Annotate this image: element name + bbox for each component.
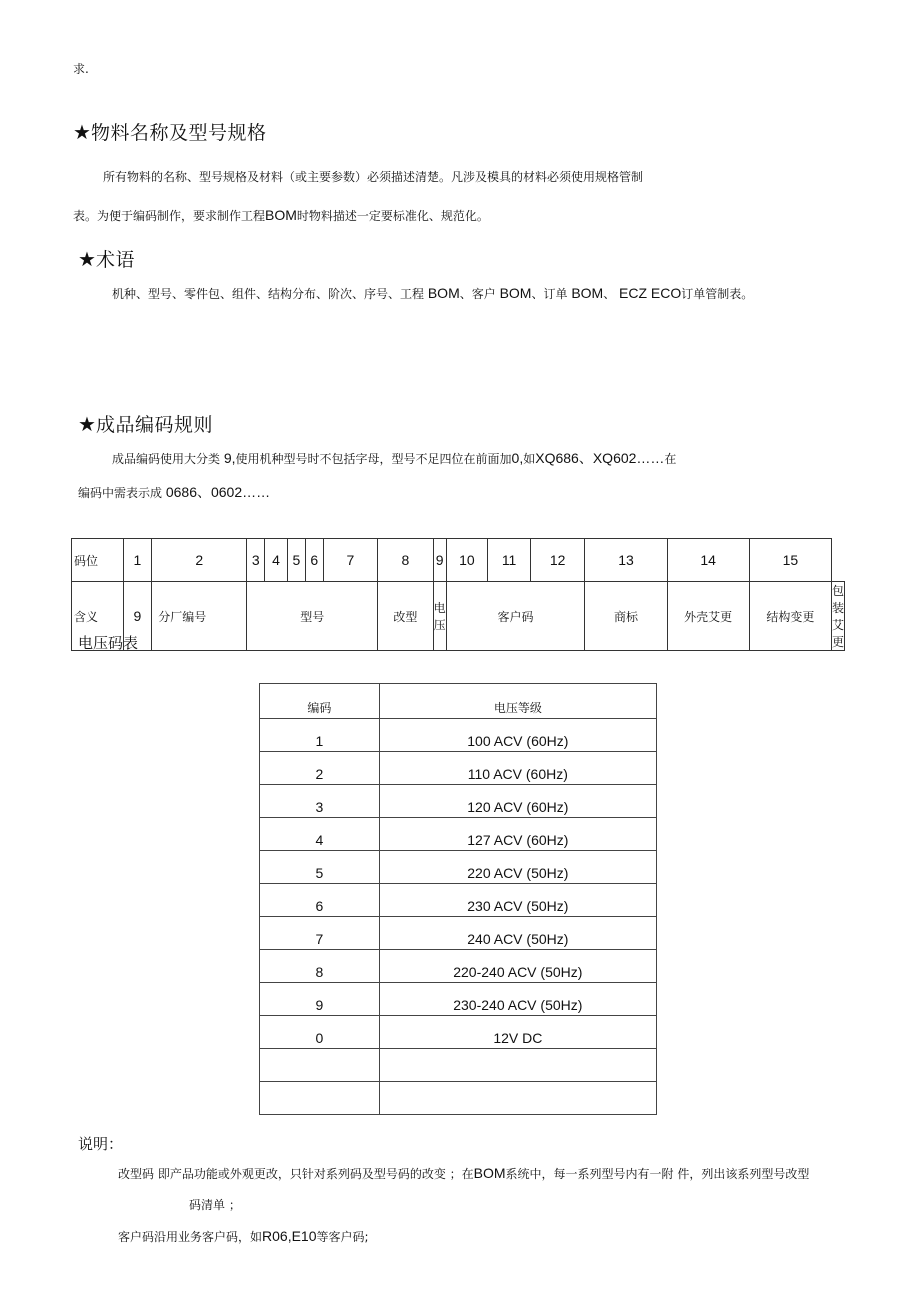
voltage-level-cell: 220 ACV (50Hz) xyxy=(379,851,656,884)
column-header: 编码 xyxy=(260,684,380,719)
position-cell: 12 xyxy=(530,539,585,582)
position-cell: 6 xyxy=(305,539,323,582)
voltage-code-cell xyxy=(260,1049,380,1082)
materials-heading xyxy=(73,118,266,145)
voltage-row xyxy=(260,818,657,851)
position-cell: 10 xyxy=(446,539,488,582)
voltage-row xyxy=(260,950,657,983)
voltage-code-cell: 4 xyxy=(260,818,380,851)
code-position-row xyxy=(72,539,845,582)
voltage-code-cell: 8 xyxy=(260,950,380,983)
voltage-level-cell: 120 ACV (60Hz) xyxy=(379,785,656,818)
star-icon: ★ xyxy=(78,412,96,436)
voltage-level-cell: 230 ACV (50Hz) xyxy=(379,884,656,917)
row-label-position: 码位 xyxy=(72,539,124,582)
page-fragment-text: 求. xyxy=(73,62,89,76)
row-label-meaning: 含义 xyxy=(72,582,124,651)
voltage-code-cell: 6 xyxy=(260,884,380,917)
position-cell: 7 xyxy=(323,539,377,582)
voltage-code-cell xyxy=(260,1082,380,1115)
code-meaning-row xyxy=(72,582,845,651)
position-cell: 1 xyxy=(123,539,152,582)
position-cell: 11 xyxy=(488,539,531,582)
position-cell: 8 xyxy=(378,539,433,582)
terms-title: 术语 xyxy=(95,249,135,271)
notes-line3: 客户码沿用业务客户码，如R06,E10等客户码; xyxy=(118,1228,369,1244)
voltage-row xyxy=(260,719,657,752)
voltage-row xyxy=(260,884,657,917)
coding-paragraph-line2: 编码中需表示成 0686、0602…… xyxy=(78,484,271,500)
voltage-level-cell: 127 ACV (60Hz) xyxy=(379,818,656,851)
voltage-code-cell: 3 xyxy=(260,785,380,818)
code-position-table xyxy=(71,538,845,651)
position-cell: 14 xyxy=(667,539,749,582)
voltage-row xyxy=(260,785,657,818)
voltage-row xyxy=(260,983,657,1016)
voltage-row xyxy=(260,851,657,884)
voltage-row xyxy=(260,1082,657,1115)
materials-paragraph-line1: 所有物料的名称、型号规格及材料（或主要参数）必须描述清楚。凡涉及模具的材料必须使用规格管制 xyxy=(103,170,644,184)
materials-paragraph-line2: 表。为便于编码制作，要求制作工程BOM时物料描述一定要标准化、规范化。 xyxy=(73,207,489,223)
column-header: 电压等级 xyxy=(379,684,656,719)
voltage-table xyxy=(259,683,657,1115)
position-cell: 13 xyxy=(585,539,667,582)
position-cell: 4 xyxy=(265,539,288,582)
star-icon: ★ xyxy=(78,247,96,271)
voltage-code-cell: 7 xyxy=(260,917,380,950)
meaning-cell: 电压 xyxy=(433,582,446,651)
voltage-table-title: 电压码表 xyxy=(78,634,139,652)
voltage-level-cell: 240 ACV (50Hz) xyxy=(379,917,656,950)
voltage-level-cell: 220-240 ACV (50Hz) xyxy=(379,950,656,983)
voltage-row xyxy=(260,917,657,950)
position-cell: 3 xyxy=(247,539,265,582)
notes-title: 说明： xyxy=(78,1135,124,1153)
star-icon: ★ xyxy=(73,120,91,144)
voltage-level-cell xyxy=(379,1049,656,1082)
voltage-level-cell: 100 ACV (60Hz) xyxy=(379,719,656,752)
meaning-cell: 改型 xyxy=(378,582,433,651)
coding-paragraph-line1: 成品编码使用大分类 9,使用机种型号时不包括字母，型号不足四位在前面加0,如XQ686、XQ602……在 xyxy=(112,450,677,466)
voltage-level-cell: 230-240 ACV (50Hz) xyxy=(379,983,656,1016)
voltage-code-cell: 5 xyxy=(260,851,380,884)
meaning-cell: 型号 xyxy=(247,582,378,651)
position-cell: 15 xyxy=(749,539,831,582)
coding-heading xyxy=(78,410,213,437)
voltage-row xyxy=(260,752,657,785)
position-cell: 2 xyxy=(152,539,247,582)
meaning-cell: 客户码 xyxy=(446,582,585,651)
meaning-cell: 结构变更 xyxy=(749,582,831,651)
voltage-row xyxy=(260,1016,657,1049)
meaning-cell: 商标 xyxy=(585,582,667,651)
voltage-code-cell: 1 xyxy=(260,719,380,752)
voltage-code-cell: 2 xyxy=(260,752,380,785)
voltage-level-cell: 110 ACV (60Hz) xyxy=(379,752,656,785)
voltage-code-cell: 9 xyxy=(260,983,380,1016)
terms-heading xyxy=(78,245,135,272)
voltage-code-cell: 0 xyxy=(260,1016,380,1049)
notes-line1: 改型码 即产品功能或外观更改，只针对系列码及型号码的改变 ；在BOM系统中，每一系列型号内有一附 件，列出该系列型号改型 xyxy=(118,1165,810,1181)
meaning-cell: 9 xyxy=(123,582,152,651)
meaning-cell: 包装艾更 xyxy=(831,582,844,651)
meaning-cell: 分厂编号 xyxy=(152,582,247,651)
meaning-cell: 外壳艾更 xyxy=(667,582,749,651)
coding-title: 成品编码规则 xyxy=(95,414,213,436)
materials-title: 物料名称及型号规格 xyxy=(90,122,267,144)
notes-line2: 码清单 ； xyxy=(189,1198,241,1212)
voltage-header-row xyxy=(260,684,657,719)
position-cell: 9 xyxy=(433,539,446,582)
voltage-level-cell: 12V DC xyxy=(379,1016,656,1049)
voltage-row xyxy=(260,1049,657,1082)
terms-list: 机种、型号、零件包、组件、结构分布、阶次、序号、工程 BOM、客户 BOM、订单 BOM、 ECZ ECO订单管制表。 xyxy=(112,285,754,301)
voltage-level-cell xyxy=(379,1082,656,1115)
position-cell: 5 xyxy=(287,539,305,582)
